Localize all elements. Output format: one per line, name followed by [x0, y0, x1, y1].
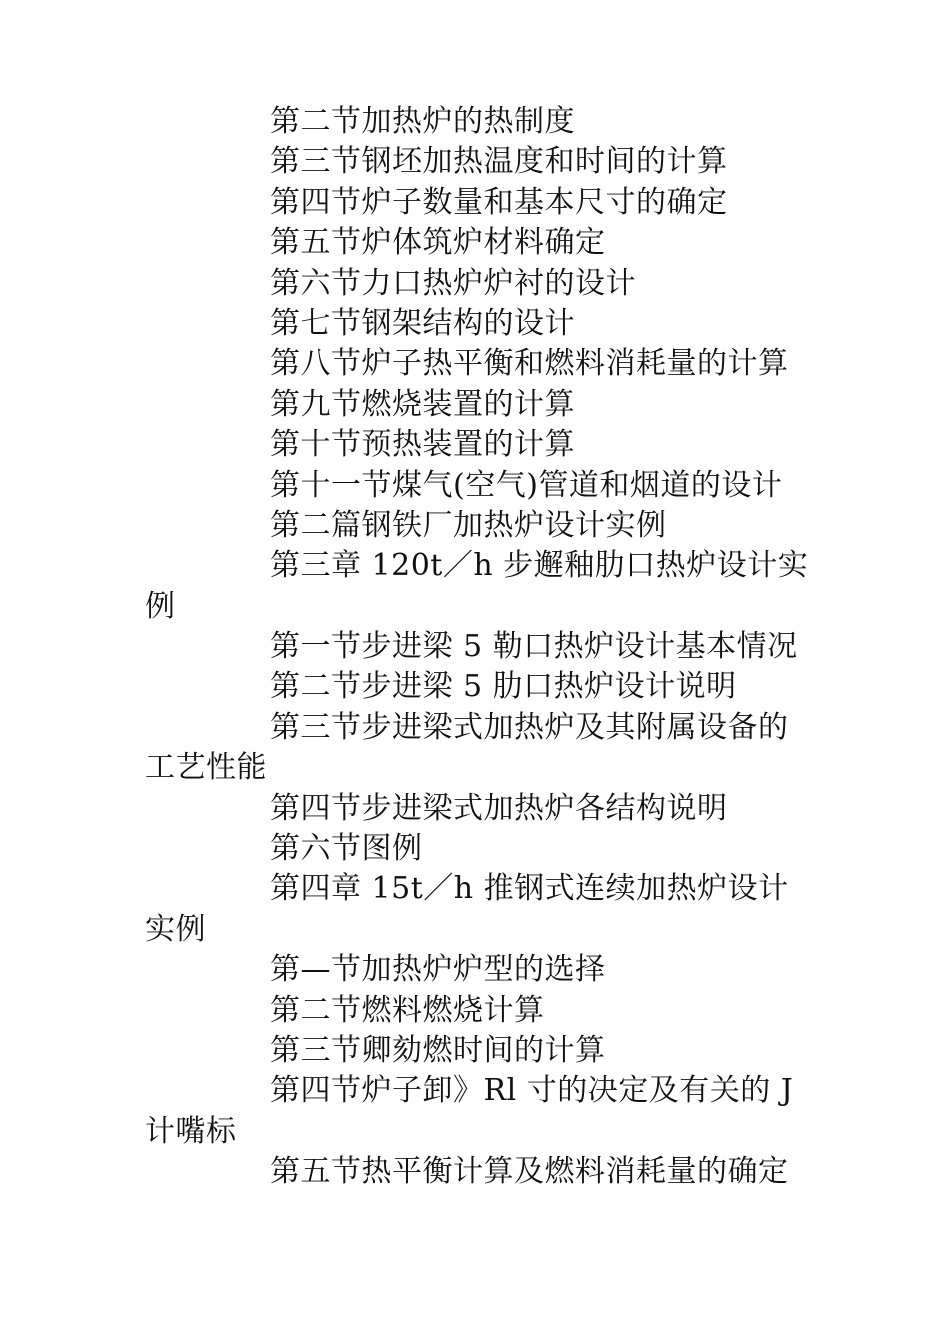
toc-line-continuation: 计嘴标: [145, 1113, 237, 1149]
toc-line: 第三节卿劾燃时间的计算: [270, 1032, 606, 1068]
toc-line: 第六节力口热炉炉衬的设计: [270, 265, 636, 301]
toc-line: 第七节钢架结构的设计: [270, 305, 575, 341]
toc-line: 第四章 15t／h 推钢式连续加热炉设计: [270, 871, 789, 907]
toc-line: 第九节燃烧装置的计算: [270, 386, 575, 422]
toc-line: 第十一节煤气(空气)管道和烟道的设计: [270, 467, 783, 503]
toc-line: 第二节步进梁 5 肋口热炉设计说明: [270, 669, 737, 705]
toc-line: 第五节炉体筑炉材料确定: [270, 225, 606, 261]
toc-line: 第五节热平衡计算及燃料消耗量的确定: [270, 1154, 789, 1190]
toc-line-continuation: 实例: [145, 911, 206, 947]
toc-line: 第—节加热炉炉型的选择: [270, 952, 606, 988]
toc-line: 第一节步进梁 5 勒口热炉设计基本情况: [270, 629, 798, 665]
toc-line: 第四节炉子数量和基本尺寸的确定: [270, 184, 728, 220]
toc-line: 第三章 120t／h 步邂釉肋口热炉设计实: [270, 548, 809, 584]
toc-line: 第四节步进梁式加热炉各结构说明: [270, 790, 728, 826]
toc-line-continuation: 例: [145, 588, 176, 624]
toc-line: 第六节图例: [270, 831, 423, 867]
toc-line: 第二节加热炉的热制度: [270, 104, 575, 139]
toc-line: 第二篇钢铁厂加热炉设计实例: [270, 507, 667, 543]
toc-line: 第四节炉子卸》Rl 寸的决定及有关的 J: [270, 1073, 794, 1109]
toc-line: 第十节预热装置的计算: [270, 427, 575, 463]
toc-line: 第二节燃料燃烧计算: [270, 992, 545, 1028]
toc-line: 第三节钢坯加热温度和时间的计算: [270, 144, 728, 180]
toc-line: 第八节炉子热平衡和燃料消耗量的计算: [270, 346, 789, 382]
toc-line: 第三节步进梁式加热炉及其附属设备的: [270, 709, 789, 745]
table-of-contents: [145, 102, 809, 1193]
toc-line-continuation: 工艺性能: [145, 750, 267, 786]
